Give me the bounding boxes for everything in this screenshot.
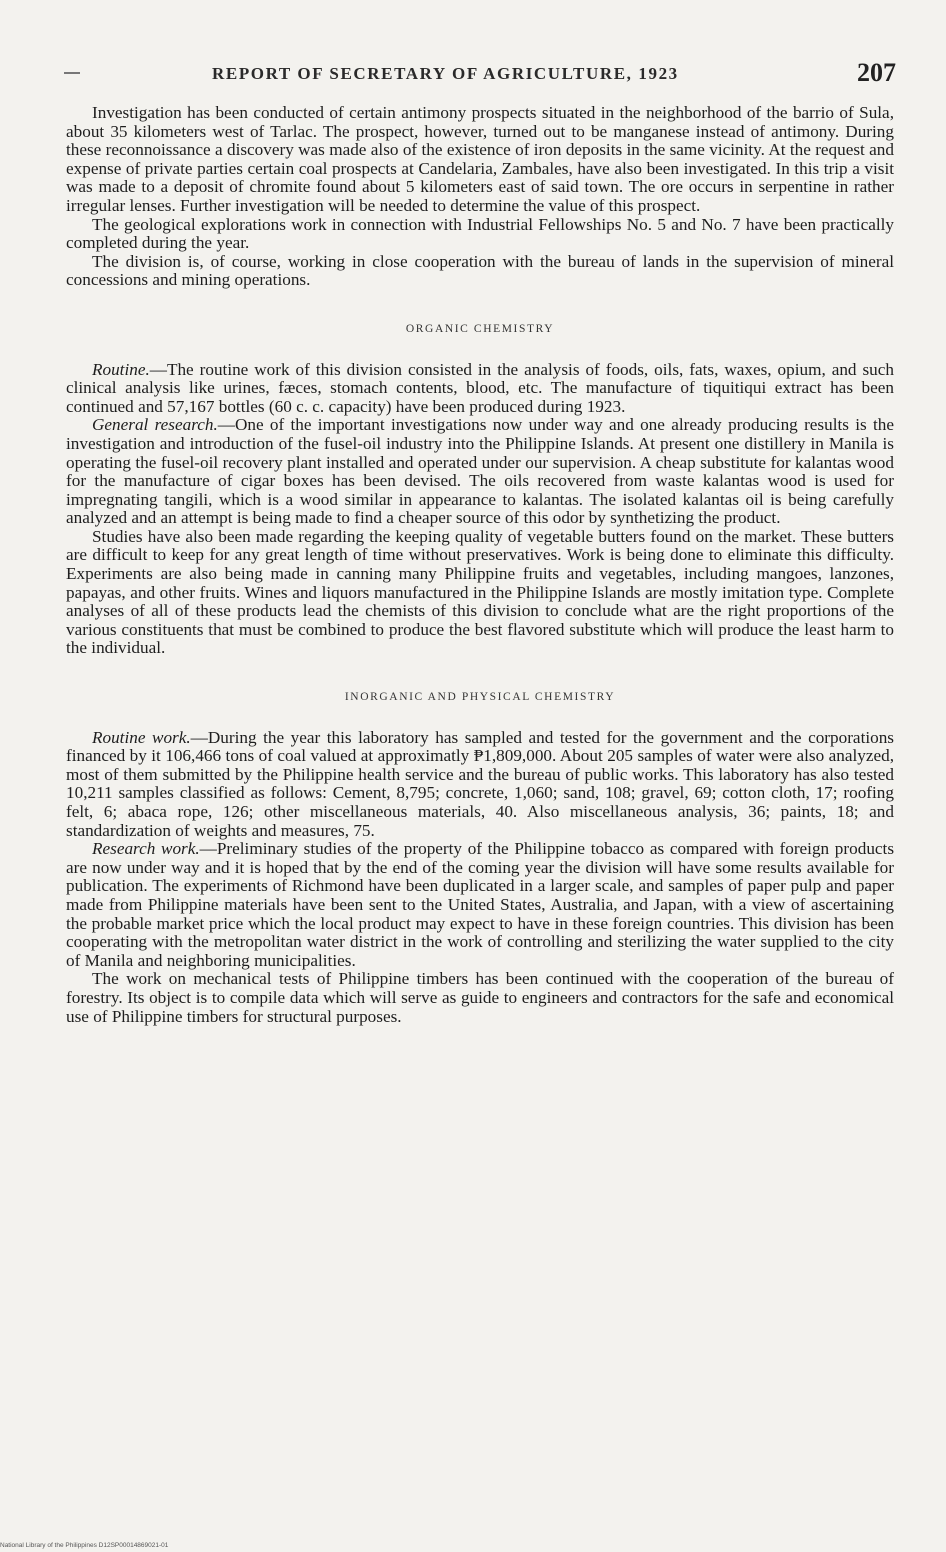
inorganic-routine-text: —During the year this laboratory has sampled and tested for the government and the corporations financed by it 106,466 tons of coal valued at approximatly ₱1,809,000. About 205 samples of water were also analyzed, most of them submitted by the Philippine health service and the bureau of public works. This laboratory has also tested 10,211 samples classified as follows: Cement, 8,795; concrete, 1,060; sand, 108; gravel, 69; cotton cloth, 17; roofing felt, 6; abaca rope, 126; other miscellaneous materials, 40. Also miscellaneous analysis, 36; paints, 18; and standardization of weights and measures, 75. [66, 727, 894, 840]
paragraph-inorganic-research [66, 840, 894, 970]
run-in-routine-work: Routine work. [92, 727, 191, 747]
paragraph-antimony: Investigation has been conducted of certain antimony prospects situated in the neighborhood of the barrio of Sula, about 35 kilometers west of Tarlac. The prospect, however, turned out to be manganese instead of antimony. During these reconnoissance a discovery was made also of the existence of iron deposits in the same vicinity. At the request and expense of private parties certain coal prospects at Candelaria, Zambales, have also been investigated. In this trip a visit was made to a deposit of chromite found about 5 kilometers east of said town. The ore occurs in serpentine in rather irregular lenses. Further investigation will be needed to determine the value of this prospect. [66, 103, 894, 215]
paragraph-inorganic-routine [66, 729, 894, 841]
paragraph-cooperation: The division is, of course, working in close cooperation with the bureau of lands in the supervision of mineral concessions and mining operations. [66, 251, 894, 290]
paragraph-timbers: The work on mechanical tests of Philippine timbers has been continued with the cooperation of the bureau of forestry. Its object is to compile data which will serve as guide to engineers and contractors for the safe and economical use of Philippine timbers for structural purposes. [66, 969, 894, 1026]
scan-footer: National Library of the Philippines D12SP00014869021-01 [0, 1542, 169, 1549]
section-heading-inorganic: INORGANIC AND PHYSICAL CHEMISTRY [344, 691, 616, 704]
scan-mark [64, 72, 80, 74]
organic-research-text: —One of the important investigations now under way and one already producing results is the investigation and introduction of the fusel-oil industry into the Philippine Islands. At present one distillery in Manila is operating the fusel-oil recovery plant installed and operated under our supervision. A cheap substitute for kalantas wood for the manufacture of cigar boxes has been devised. The oils recovered from waste kalantas wood is used for impregnating tangili, which is a wood similar in appearance to kalantas. The isolated kalantas oil is being carefully analyzed and an attempt is being made to find a cheaper source of this odor by synthetizing the product. [66, 415, 894, 528]
run-in-research-work: Research work. [92, 839, 200, 859]
page-body [66, 104, 894, 1026]
run-in-routine: Routine. [92, 359, 150, 379]
section-heading-organic: ORGANIC CHEMISTRY [405, 322, 555, 335]
paragraph-organic-routine [66, 361, 894, 417]
paragraph-organic-research [66, 416, 894, 528]
paragraph-organic-studies: Studies have also been made regarding the keeping quality of vegetable butters found on the market. These butters are difficult to keep for any great length of time without preservatives. Work is being done to eliminate this difficulty. Experiments are also being made in canning many Philippine fruits and vegetables, including mangoes, lanzones, papayas, and other fruits. Wines and liquors manufactured in the Philippine Islands are mostly imitation type. Complete analyses of all of these products lead the chemists of this division to conclude what are the right proportions of the various constituents that must be combined to produce the best flavored substitute which will produce the least harm to the individual. [66, 526, 894, 658]
running-title: REPORT OF SECRETARY OF AGRICULTURE, 1923 [212, 64, 679, 83]
paragraph-fellowships: The geological explorations work in connection with Industrial Fellowships No. 5 and No. 7 have been practically completed during the year. [66, 214, 894, 253]
organic-routine-text: —The routine work of this division consisted in the analysis of foods, oils, fats, waxes, opium, and such clinical analysis like urines, fæces, stomach contents, blood, etc. The manufacture of tiquitiqui extract has been continued and 57,167 bottles (60 c. c. capacity) have been produced during 1923. [66, 359, 894, 416]
page-header [62, 58, 902, 98]
inorganic-research-text: —Preliminary studies of the property of the Philippine tobacco as compared with foreign products are now under way and it is hoped that by the end of the coming year the division will have some results available for publication. The experiments of Richmond have been duplicated in a larger scale, and samples of paper pulp and paper made from Philippine materials have been sent to the United States, Australia, and Japan, with a view of ascertaining the probable market price which the local product may expect to have in these foreign countries. This division has been cooperating with the metropolitan water district in the work of controlling and sterilizing the water supplied to the city of Manila and neighboring municipalities. [66, 839, 895, 970]
page-number: 207 [857, 58, 896, 87]
run-in-general-research: General research. [92, 415, 218, 435]
